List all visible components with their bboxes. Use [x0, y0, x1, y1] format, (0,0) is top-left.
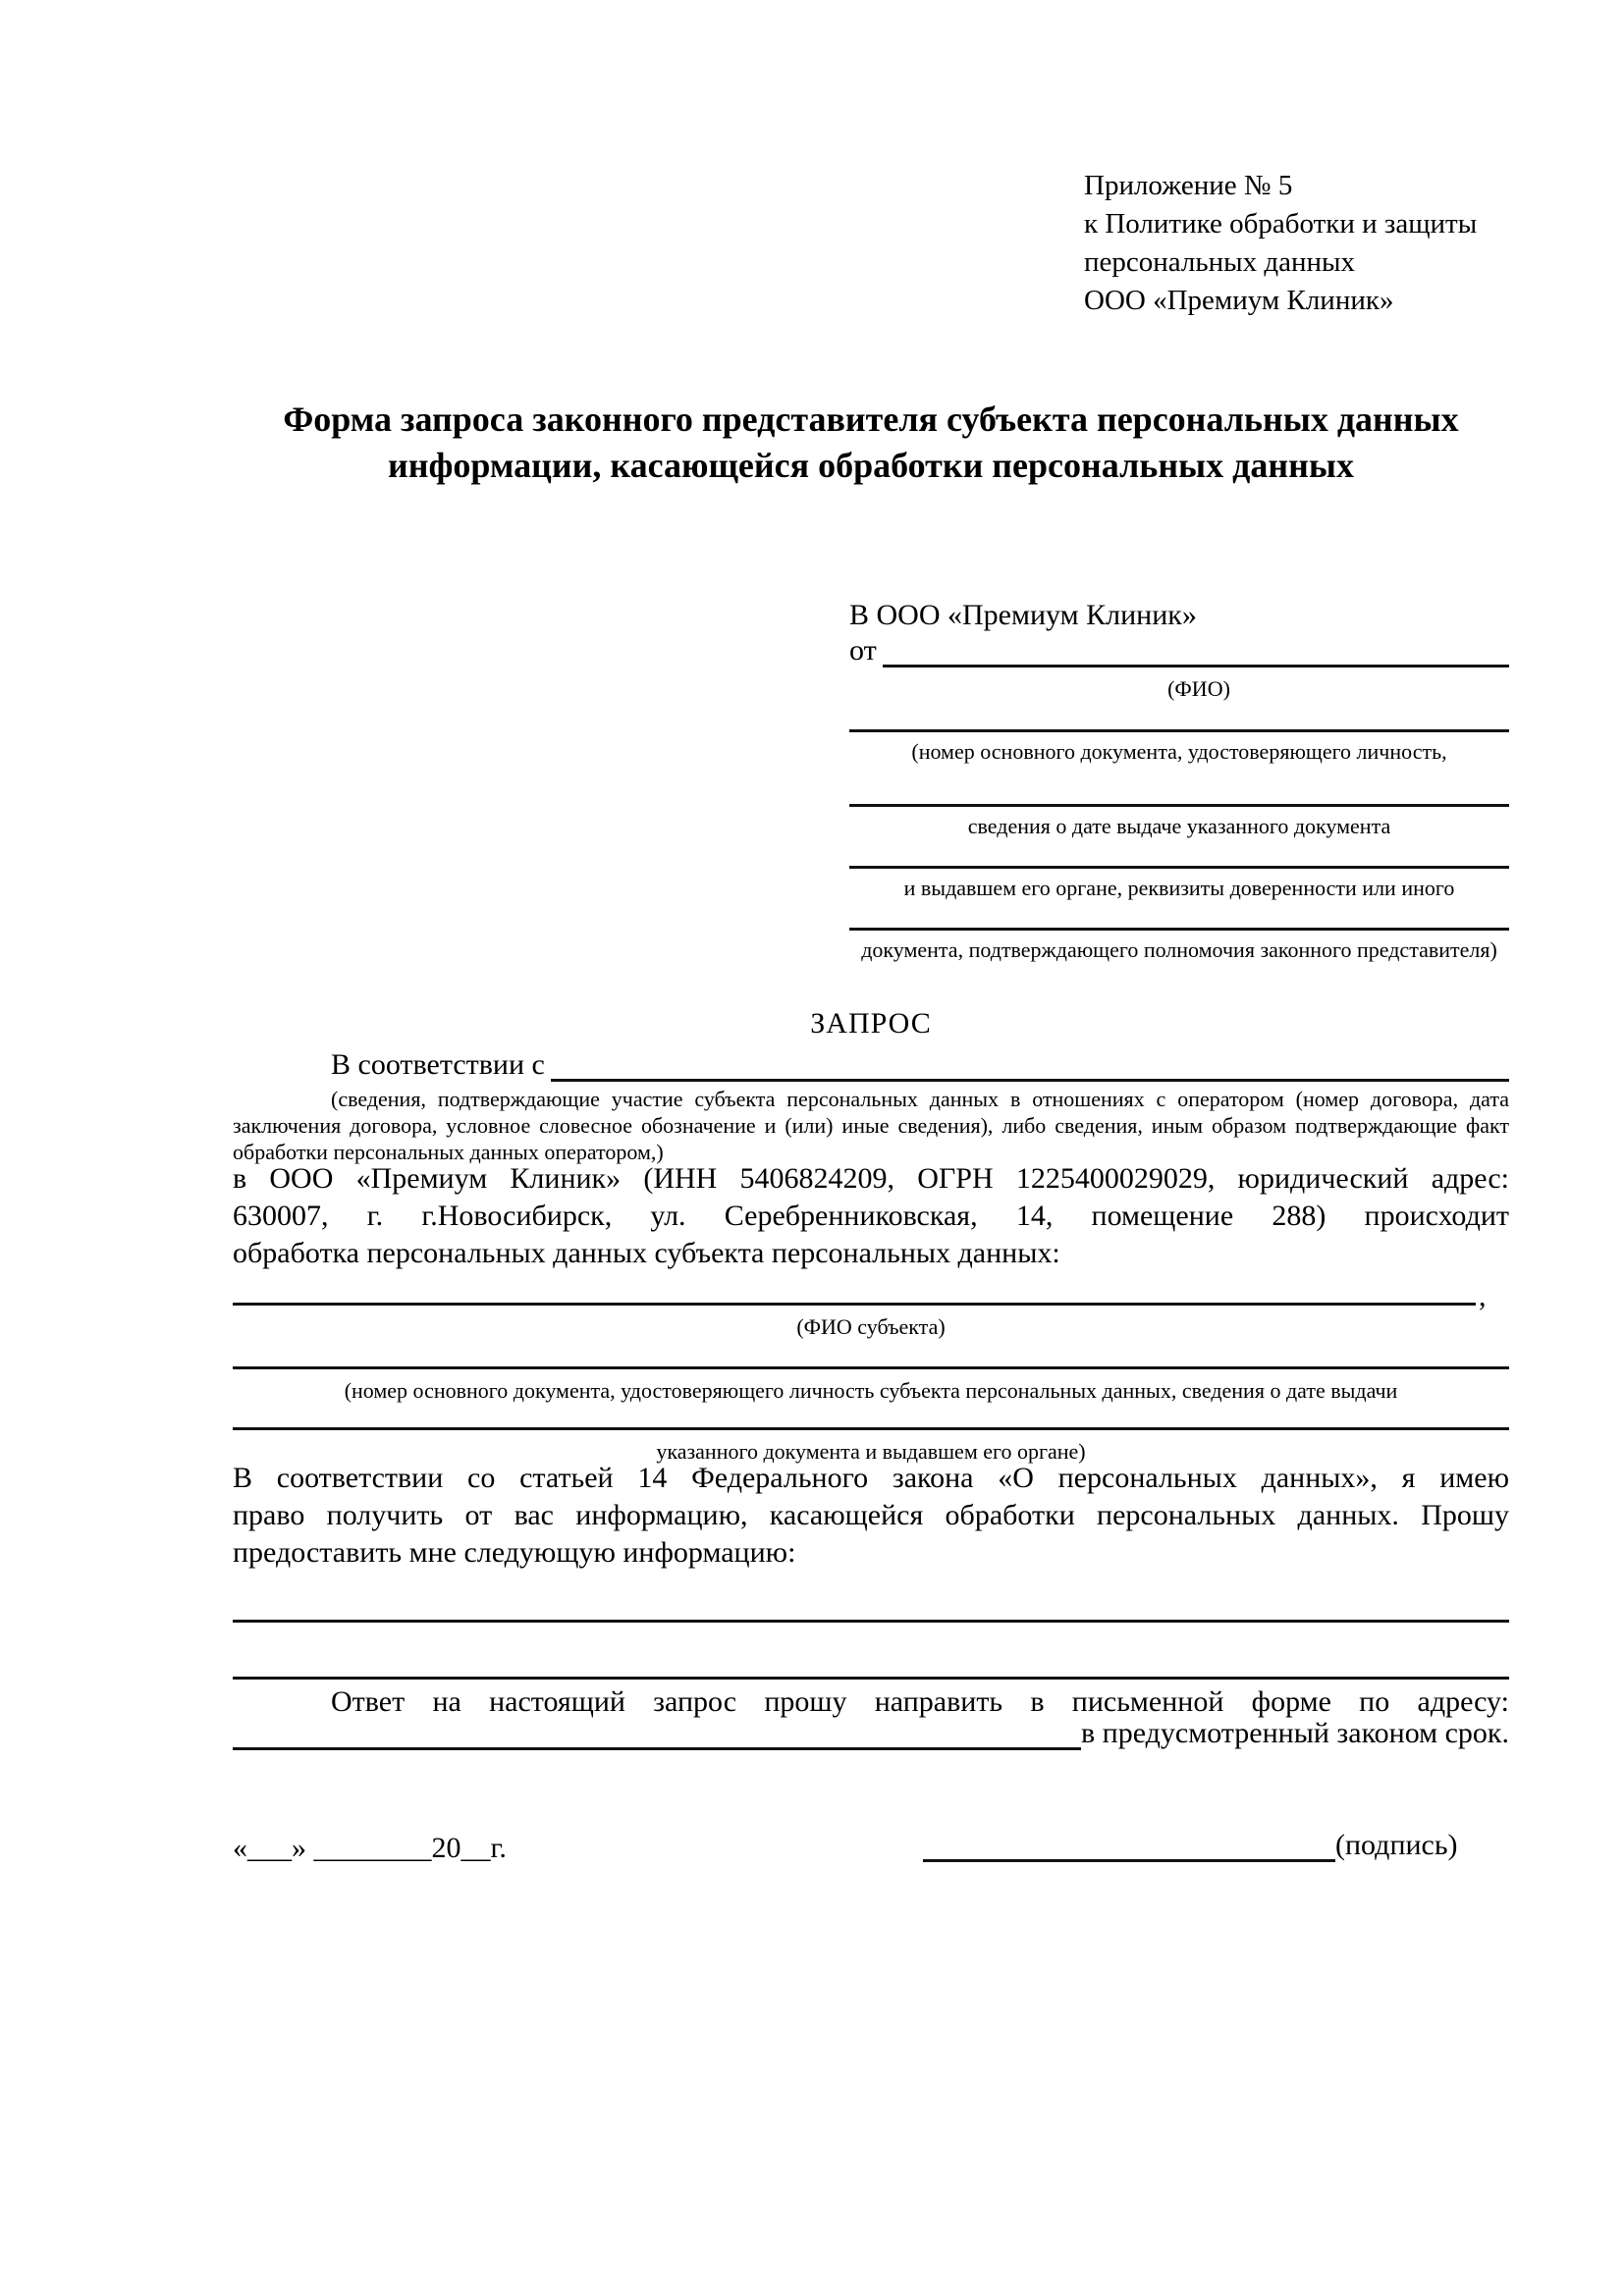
accordance-blank-field[interactable] [551, 1045, 1509, 1082]
signature-row [923, 1830, 1458, 1862]
subject-fio-comma: , [1479, 1280, 1487, 1312]
law-paragraph-line: предоставить мне следующую информацию: [233, 1536, 796, 1569]
accordance-label: В соответствии с [331, 1048, 545, 1081]
subject-fio-blank-field[interactable] [233, 1303, 1476, 1306]
operator-paragraph-line: в ООО «Премиум Клиник» (ИНН 5406824209, ОГРН 1225400029029, юридический адрес: [233, 1162, 1509, 1195]
date-field[interactable]: «___» ________20__г. [233, 1832, 507, 1864]
subject-doc-caption: указанного документа и выдавшем его органе) [656, 1439, 1086, 1464]
signature-blank-field[interactable] [923, 1827, 1335, 1862]
accordance-field-row [233, 1048, 1509, 1082]
subject-doc-blank-field[interactable] [233, 1427, 1509, 1430]
accordance-caption-line: обработки персональных данных оператором,) [233, 1140, 664, 1164]
document-title-line2: информации, касающейся обработки персональных данных [388, 446, 1354, 485]
appendix-header [1084, 167, 1477, 320]
appendix-header-line: персональных данных [1084, 246, 1356, 278]
accordance-caption-line: заключения договора, условное словесное обозначение и (или) иные сведения), либо сведения, иным образом подтверждающие факт [233, 1113, 1509, 1138]
from-blank-field[interactable] [883, 631, 1509, 667]
representative-doc-blank-field[interactable] [849, 804, 1509, 807]
fio-caption: (ФИО) [1167, 676, 1230, 701]
signature-caption: (подпись) [1335, 1829, 1458, 1861]
information-blank-field[interactable] [233, 1620, 1509, 1623]
subject-doc-caption: (номер основного документа, удостоверяющего личность субъекта персональных данных, сведения о дате выдачи [344, 1378, 1398, 1403]
information-blank-field[interactable] [233, 1677, 1509, 1680]
operator-paragraph-line: 630007, г. г.Новосибирск, ул. Серебренниковская, 14, помещение 288) происходит [233, 1200, 1509, 1232]
from-label: от [849, 634, 877, 667]
accordance-caption-line: (сведения, подтверждающие участие субъекта персональных данных в отношениях с оператором (номер договора, дата [331, 1087, 1509, 1111]
document-title [233, 397, 1509, 489]
law-paragraph-line: право получить от вас информацию, касающейся обработки персональных данных. Прошу [233, 1499, 1509, 1531]
request-heading: ЗАПРОС [810, 1007, 932, 1040]
doc-caption-row: документа, подтверждающего полномочия законного представителя) [861, 937, 1497, 962]
subject-fio-caption: (ФИО субъекта) [796, 1314, 946, 1339]
response-address-row [233, 1719, 1509, 1750]
from-field-row [849, 634, 1509, 667]
appendix-header-line: к Политике обработки и защиты [1084, 208, 1478, 240]
appendix-header-line: ООО «Премиум Клиник» [1084, 285, 1394, 316]
doc-caption-row: и выдавшем его органе, реквизиты доверенности или иного [903, 876, 1455, 900]
response-tail: в предусмотренный законом срок. [1081, 1717, 1509, 1749]
document-title-line1: Форма запроса законного представителя субъекта персональных данных [283, 400, 1459, 439]
operator-paragraph-line: обработка персональных данных субъекта персональных данных: [233, 1237, 1060, 1269]
appendix-header-line: Приложение № 5 [1084, 170, 1293, 201]
subject-doc-blank-field[interactable] [233, 1366, 1509, 1369]
representative-doc-blank-field[interactable] [849, 729, 1509, 732]
doc-caption-row: (номер основного документа, удостоверяющего личность, [911, 739, 1447, 764]
representative-doc-blank-field[interactable] [849, 928, 1509, 931]
address-blank-field[interactable] [233, 1716, 1081, 1750]
response-paragraph-line: Ответ на настоящий запрос прошу направить в письменной форме по адресу: [331, 1685, 1509, 1718]
law-paragraph-line: В соответствии со статьей 14 Федерального закона «О персональных данных», я имею [233, 1462, 1509, 1494]
doc-caption-row: сведения о дате выдаче указанного документа [967, 814, 1391, 838]
representative-doc-blank-field[interactable] [849, 866, 1509, 869]
addressee-to: В ООО «Премиум Клиник» [849, 599, 1197, 631]
